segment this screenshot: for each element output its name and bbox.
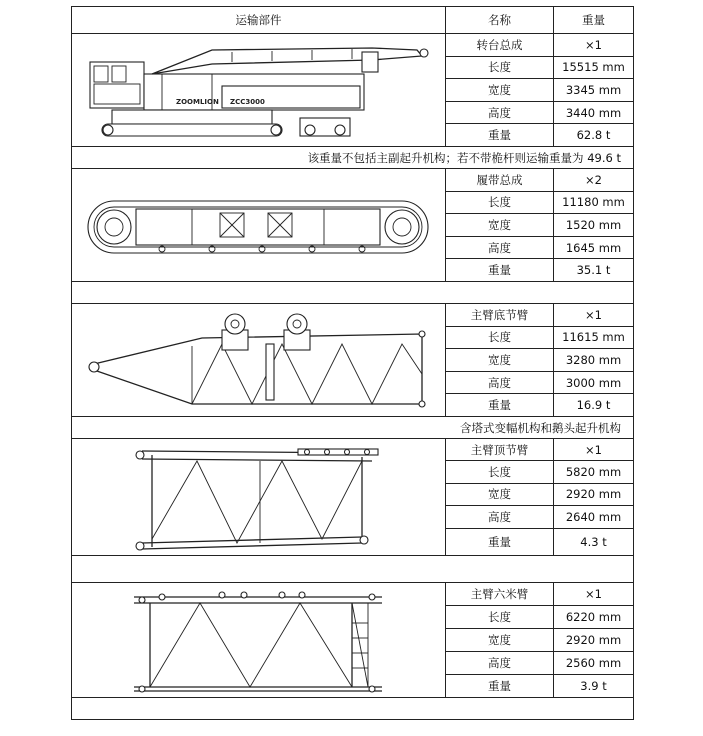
crawler-weight-value: 35.1 t — [554, 259, 634, 282]
crawler-height-label: 高度 — [446, 236, 554, 259]
boom-top-name: 主臂顶节臂 — [446, 439, 554, 461]
boom-6m-length-value: 6220 mm — [554, 606, 634, 629]
header-part: 运输部件 — [72, 7, 446, 34]
turntable-length-label: 长度 — [446, 56, 554, 79]
boom-base-length-label: 长度 — [446, 326, 554, 349]
crawler-note-row — [72, 282, 634, 304]
boom-top-weight-value: 4.3 t — [554, 528, 634, 556]
boom-6m-length-label: 长度 — [446, 606, 554, 629]
boom-top-length-value: 5820 mm — [554, 461, 634, 483]
header-weight: 重量 — [554, 7, 634, 34]
section-crawler-title-row — [72, 169, 634, 192]
boom-base-note-row — [72, 417, 634, 439]
boom-top-height-label: 高度 — [446, 506, 554, 528]
boom-base-drawing-cell — [72, 304, 446, 417]
section-boom-top-title-row — [72, 439, 634, 461]
boom-base-height-value: 3000 mm — [554, 371, 634, 394]
boom-base-weight-label: 重量 — [446, 394, 554, 417]
boom-6m-weight-label: 重量 — [446, 675, 554, 698]
boom-base-qty: ×1 — [554, 304, 634, 327]
boom-base-note: 含塔式变幅机构和鹅头起升机构 — [72, 417, 634, 439]
turntable-height-value: 3440 mm — [554, 101, 634, 124]
transport-parts-table-container — [71, 6, 633, 731]
turntable-weight-value: 62.8 t — [554, 124, 634, 147]
crawler-length-label: 长度 — [446, 191, 554, 214]
turntable-qty: ×1 — [554, 34, 634, 57]
section-turntable-title-row — [72, 34, 634, 57]
turntable-drawing — [72, 34, 444, 146]
boom-6m-height-label: 高度 — [446, 652, 554, 675]
boom-top-length-label: 长度 — [446, 461, 554, 483]
header-name: 名称 — [446, 7, 554, 34]
boom-6m-width-value: 2920 mm — [554, 629, 634, 652]
boom-top-note-row — [72, 556, 634, 583]
header-row — [72, 7, 634, 34]
transport-parts-table — [71, 6, 634, 720]
boom-top-width-value: 2920 mm — [554, 483, 634, 505]
crawler-height-value: 1645 mm — [554, 236, 634, 259]
boom-base-width-value: 3280 mm — [554, 349, 634, 372]
brand-text: ZOOMLION — [176, 98, 219, 106]
boom-base-drawing — [72, 304, 444, 416]
turntable-note: 该重量不包括主副起升机构；若不带桅杆则运输重量为 49.6 t — [72, 147, 634, 169]
boom-6m-height-value: 2560 mm — [554, 652, 634, 675]
turntable-length-value: 15515 mm — [554, 56, 634, 79]
crawler-note — [72, 282, 634, 304]
crawler-weight-label: 重量 — [446, 259, 554, 282]
boom-base-weight-value: 16.9 t — [554, 394, 634, 417]
boom-6m-drawing-cell — [72, 583, 446, 698]
turntable-width-value: 3345 mm — [554, 79, 634, 102]
turntable-height-label: 高度 — [446, 101, 554, 124]
boom-top-note — [72, 556, 634, 583]
boom-6m-name: 主臂六米臂 — [446, 583, 554, 606]
boom-6m-note — [72, 698, 634, 720]
boom-6m-drawing — [72, 583, 444, 697]
boom-6m-weight-value: 3.9 t — [554, 675, 634, 698]
turntable-name: 转台总成 — [446, 34, 554, 57]
boom-top-drawing — [72, 439, 444, 555]
crawler-width-value: 1520 mm — [554, 214, 634, 237]
boom-6m-note-row — [72, 698, 634, 720]
turntable-drawing-cell — [72, 34, 446, 147]
crawler-drawing-cell — [72, 169, 446, 282]
crawler-qty: ×2 — [554, 169, 634, 192]
section-boom-6m-title-row — [72, 583, 634, 606]
crawler-drawing — [72, 169, 444, 281]
turntable-note-row — [72, 147, 634, 169]
boom-base-length-value: 11615 mm — [554, 326, 634, 349]
crawler-width-label: 宽度 — [446, 214, 554, 237]
boom-top-qty: ×1 — [554, 439, 634, 461]
boom-top-width-label: 宽度 — [446, 483, 554, 505]
model-text: ZCC3000 — [230, 98, 265, 106]
crawler-name: 履带总成 — [446, 169, 554, 192]
boom-6m-qty: ×1 — [554, 583, 634, 606]
boom-base-height-label: 高度 — [446, 371, 554, 394]
section-boom-base-title-row — [72, 304, 634, 327]
boom-6m-width-label: 宽度 — [446, 629, 554, 652]
boom-base-name: 主臂底节臂 — [446, 304, 554, 327]
crawler-length-value: 11180 mm — [554, 191, 634, 214]
boom-base-width-label: 宽度 — [446, 349, 554, 372]
turntable-weight-label: 重量 — [446, 124, 554, 147]
boom-top-height-value: 2640 mm — [554, 506, 634, 528]
boom-top-drawing-cell — [72, 439, 446, 556]
turntable-width-label: 宽度 — [446, 79, 554, 102]
boom-top-weight-label: 重量 — [446, 528, 554, 556]
